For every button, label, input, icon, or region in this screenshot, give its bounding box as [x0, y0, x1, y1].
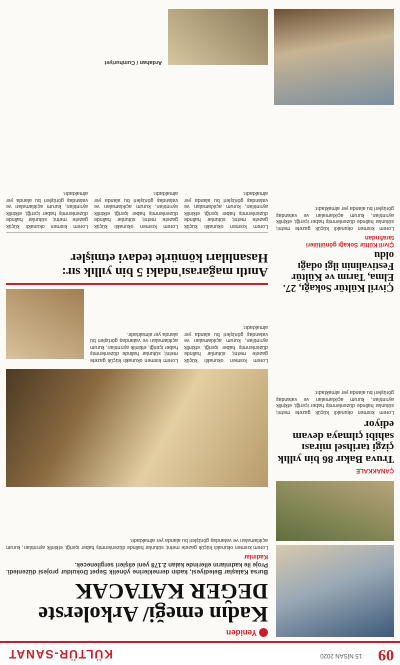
story2-credit: Ardahan / Cumhuriyet — [104, 59, 162, 65]
story4-body: Lorem kısmen okunaklı küçük gazete metni; sütunlar halinde düzenlenmiş haber içeriği, etkinlik ayrıntıları, kurum açıklamaları ve vatandaş görüşleri bu alanda yer almaktadır. — [276, 205, 394, 231]
story1-photo-wheat — [6, 369, 268, 487]
story1-subhead-1: Kadınlar — [243, 552, 268, 559]
story2-column-2: Lorem kısmen okunaklı küçük gazete metni; sütunlar halinde düzenlenmiş haber içeriği, etkinlik ayrıntıları, kurum açıklamaları ve vatandaş görüşleri bu alanda yer almaktadır. — [94, 190, 178, 229]
logo-icon — [259, 628, 268, 637]
story2-column-1: Lorem kısmen okunaklı küçük gazete metni; sütunlar halinde düzenlenmiş haber içeriği, etkinlik ayrıntıları, kurum açıklamaları ve vatandaş görüşleri bu alanda yer almaktadır. — [184, 190, 268, 229]
story3-subhead: ÇANAKKALE — [356, 467, 394, 473]
story3-body: Lorem kısmen okunaklı küçük gazete metni; sütunlar halinde düzenlenmiş haber içeriği, etkinlik ayrıntıları, kurum açıklamaları ve vatandaş görüşleri bu alanda yer almaktadır. — [276, 389, 394, 415]
story1-photo-portrait — [6, 289, 84, 359]
section-title: KÜLTÜR-SANAT — [8, 647, 113, 661]
story4-headline: Çivril Kültür Sokağı, 27. Elma, Tarım ve Kültür Festivalinin ilgi odağı oldu — [283, 248, 394, 293]
story1-headline: Kadın emeği/ Arkolerste DEĞER KATACAK — [38, 578, 268, 627]
story-photo-field — [276, 481, 394, 541]
story1-column-2: Lorem kısmen okunaklı küçük gazete metni; sütunlar halinde düzenlenmiş haber içeriği, etkinlik ayrıntıları, kurum açıklamaları ve vatandaş görüşleri bu alanda yer almaktadır. — [90, 330, 178, 363]
page-date: 15 NİSAN 2020 — [320, 652, 362, 658]
page-number: 09 — [378, 646, 394, 663]
newspaper-logo: Yeniden — [6, 628, 268, 637]
story2-banner — [6, 232, 268, 285]
story-photo-building — [276, 545, 394, 637]
story1-body: Lorem kısmen okunaklı küçük gazete metni; sütunlar halinde düzenlenmiş haber içeriği, etkinlik ayrıntıları, kurum açıklamaları ve vatandaş görüşleri bu alanda yer almaktadır. — [6, 537, 268, 550]
story2-photo-cave — [168, 9, 268, 65]
story4-photo-festival — [274, 9, 394, 105]
story1-deck: Bursa Kalaşlar Belediyesi, kadın derneklerine yönelik Sepet Dokuldur projesi düzenledi. Proje ile kadınların ellerinde kalan 2.178 yeni elişleri sergilenecek. — [6, 561, 268, 576]
story1-column-1: Lorem kısmen okunaklı küçük gazete metni; sütunlar halinde düzenlenmiş haber içeriği, etkinlik ayrıntıları, kurum açıklamaları ve vatandaş görüşleri bu alanda yer almaktadır. — [184, 324, 268, 363]
story3-headline: Truva Bakır 86 bin yıllık çizgi tarihsel mirası sahibi çılmaya devam ediyor — [277, 418, 394, 465]
story2-headline: Anıtlı mağarası'ndaki 5 bin yıllık sır: Hasanlıları kömürle tedavi etmişler — [61, 251, 268, 280]
page-header — [0, 641, 400, 665]
story4-block — [276, 121, 394, 293]
story4-subhead: Çivril Kültür Sokağı gönüllüleri tarafından — [305, 233, 394, 247]
story1-block — [6, 510, 268, 637]
story2-column-3: Lorem kısmen okunaklı küçük gazete metni; sütunlar halinde düzenlenmiş haber içeriği, etkinlik ayrıntıları, kurum açıklamaları ve vatandaş görüşleri bu alanda yer almaktadır. — [6, 190, 88, 229]
